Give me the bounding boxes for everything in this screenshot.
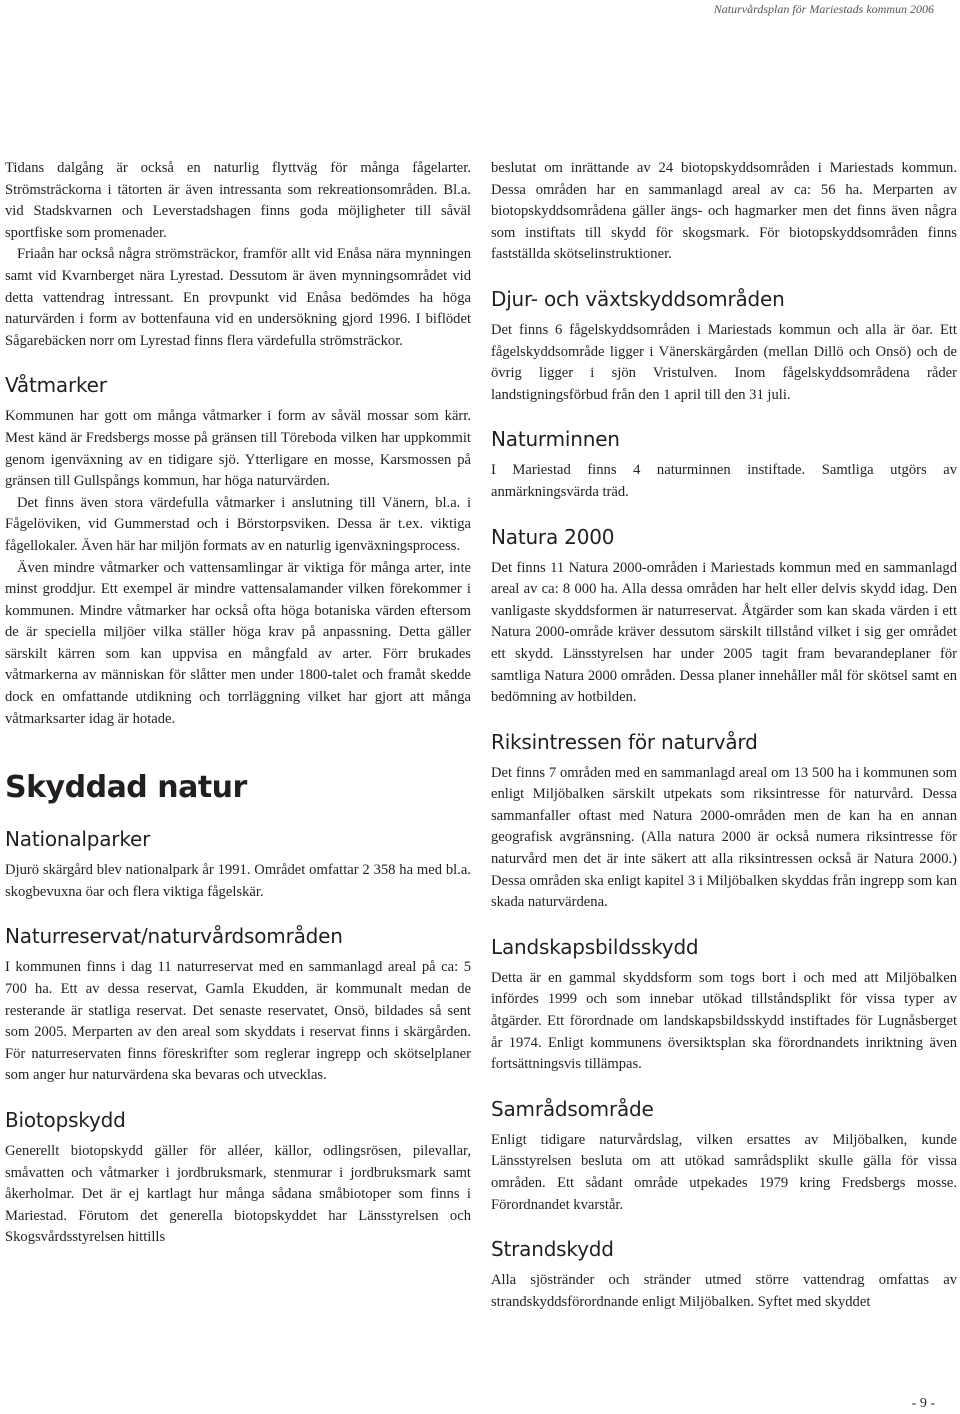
right-column (491, 158, 957, 1313)
naturminnen-heading: Naturminnen (491, 427, 620, 452)
vatmarker-paragraph-1: Kommunen har gott om många våtmarker i form av såväl mossar som kärr. Mest känd är Fredsbergs mosse på gränsen till Töreboda vilken har uppkommit genom igenväxning av en tidigare sjö. Ytterligare en mosse, Karsmossen på gränsen till Gullspångs kommun, har höga naturvärden. (5, 408, 471, 490)
riksintressen-heading: Riksintressen för naturvård (491, 729, 758, 754)
nationalparker-heading: Nationalparker (5, 827, 151, 852)
naturminnen-paragraph: I Mariestad finns 4 naturminnen instiftade. Samtliga utgörs av anmärkningsvärda träd. (491, 462, 957, 500)
biotopskydd-heading: Biotopskydd (5, 1108, 126, 1132)
djur-vaxtskydd-heading: Djur- och växtskyddsområden (491, 286, 785, 311)
biotopskydd-continued-paragraph: beslutat om inrättande av 24 biotopskyddsområden i Mariestads kommun. Dessa områden har en sammanlagd areal av ca: 56 ha. Merparten av biotopskyddsområdena gäller ängs- och hagmarker men det finns även några som instiftats till skydd för skogsmark. För biotopskyddsområden finns fastställda skötselinstruktioner. (491, 160, 957, 263)
naturreservat-heading: Naturreservat/naturvårdsområden (5, 924, 343, 949)
natura-2000-heading: Natura 2000 (491, 524, 615, 549)
intro-paragraph-1: Tidans dalgång är också en naturlig flyttväg för många fågelarter. Strömsträckorna i tätorten är även intressanta som rekreationsområden. Bl.a. vid Stadskvarnen och Leverstadshagen finns goda möjligheter till såväl sportfiske som promenader. (5, 160, 471, 241)
samradsomrade-heading: Samrådsområde (491, 1096, 654, 1121)
vatmarker-heading: Våtmarker (5, 373, 107, 398)
page-number: - 9 - (911, 1396, 935, 1411)
running-header: Naturvårdsplan för Mariestads kommun 2006 (713, 2, 934, 16)
left-column (5, 158, 471, 1249)
landskapsbildsskydd-paragraph: Detta är en gammal skyddsform som togs bort i och med att Miljöbalken infördes 1999 och som innebar utökad tillståndsplikt för vissa typer av åtgärder. Ett förordnade om landskapsbildsskydd instiftades för Lugnåsberget år 1974. Enligt kommunens översiktsplan ska förordnandets inriktning även fortsättningsvis tillämpas. (491, 969, 957, 1073)
strandskydd-paragraph: Alla sjöstränder och stränder utmed större vattendrag omfattas av strandskyddsförordnande enligt Miljöbalken. Syftet med skyddet (491, 1272, 957, 1310)
samradsomrade-paragraph: Enligt tidigare naturvårdslag, vilken ersattes av Miljöbalken, kunde Länsstyrelsen besluta om att utökad samrådsplikt skulle gälla för vissa områden. Ett sådant område utpekades 1979 kring Fredsbergs mosse. Förordnandet kvarstår. (491, 1131, 957, 1213)
strandskydd-heading: Strandskydd (491, 1237, 614, 1262)
djur-vaxtskydd-paragraph: Det finns 6 fågelskyddsområden i Mariestads kommun och alla är öar. Ett fågelskyddsområde ligger i Vänerskärgården (mellan Dillö och Onsö) och de övrig ligger i sjön Vristulven. Inom fågelskyddsområdena råder landstigningsförbud från den 1 april till den 31 juli. (491, 321, 957, 403)
vatmarker-paragraph-2: Det finns även stora värdefulla våtmarker i anslutning till Vänern, bl.a. i Fågelöviken, vid Gummerstad och i Börstorpsviken. Dessa är t.ex. viktiga fågellokaler. Även här har miljön formats av en naturlig igenväxningsprocess. (5, 494, 471, 554)
natura-2000-paragraph: Det finns 11 Natura 2000-områden i Mariestads kommun med en sammanlagd areal av ca: 8 000 ha. Alla dessa områden har helt eller delvis skydd idag. Den vanligaste skyddsformen är naturreservat. Åtgärder som kan skada värden i ett Natura 2000-område kräver dessutom särskilt tillstånd vilket i sig ger området ett skydd. Länsstyrelsen har under 2005 tagit fram bevarandeplaner för samtliga Natura 2000 områden. Dessa planer innehåller mål för skötsel samt en bedömning av hotbilden. (491, 559, 957, 706)
naturreservat-paragraph: I kommunen finns i dag 11 naturreservat med en sammanlagd areal på ca: 5 700 ha. Ett av dessa reservat, Gamla Ekudden, är kommunalt medan de resterande är statliga reservat. Det senaste reservatet, Onsö, bildades så sent som 2005. Merparten av den areal som skyddats i reservat finns i skärgården. För naturreservaten finns föreskrifter som reglerar ingrepp och skötselplaner som anger hur naturvärdena ska bevaras och utvecklas. (5, 959, 471, 1084)
nationalparker-paragraph: Djurö skärgård blev nationalpark år 1991. Området omfattar 2 358 ha med bl.a. skogbevuxna öar och flera viktiga fågelskär. (5, 862, 471, 900)
biotopskydd-paragraph: Generellt biotopskydd gäller för alléer, källor, odlingsrösen, pilevallar, småvatten och våtmarker i jordbruksmark, stenmurar i jordbruksmark samt åkerholmar. Det är ej kartlagt hur många sådana småbiotoper som finns i Mariestad. Förutom det generella biotopskyddet har Länsstyrelsen och Skogsvårdsstyrelsen hittills (5, 1143, 471, 1246)
riksintressen-paragraph: Det finns 7 områden med en sammanlagd areal om 13 500 ha i kommunen som enligt Miljöbalken särskilt utpekats som riksintresse för naturvård. Dessa sammanfaller oftast med Natura 2000-områden men de kan ha en annan geografisk avgränsning. (Alla natura 2000 är också numera riksintresse för naturvård men det är inte säkert att alla riksintressen också är Natura 2000.) Dessa områden ska enligt kapitel 3 i Miljöbalken skyddas från ingrepp som kan skada naturvärdena. (491, 764, 957, 911)
skyddad-natur-heading: Skyddad natur (5, 770, 247, 806)
vatmarker-paragraph-3: Även mindre våtmarker och vattensamlingar är viktiga för många arter, inte minst groddjur. Ett exempel är mindre vattensalamander vilken förekommer i kommunen. Mindre våtmarker har också ofta höga botaniska värden eftersom de är speciella miljöer vilka ställer höga krav på anpassning. Detta gäller särskilt kärren som kan uppvisa en mångfald av arter. Förr brukades våtmarkerna av människan för slåtter men under 1800-talet och framåt skedde dock en omfattande utdikning och torrläggning vilket har gjort att många våtmarksarter idag är hotade. (5, 559, 471, 727)
landskapsbildsskydd-heading: Landskapsbildsskydd (491, 934, 699, 959)
intro-paragraph-2: Friaån har också några strömsträckor, framför allt vid Enåsa nära mynningen samt vid Kvarnberget nära Lyrestad. Dessutom är även mynningsområdet vid detta vattendrag intressant. En provpunkt vid Enåsa bedömdes ha höga naturvärden i form av bottenfauna vid en undersökning gjord 1996. I biflödet Sågarebäcken norr om Lyrestad finns flera värdefulla strömsträckor. (5, 246, 471, 349)
